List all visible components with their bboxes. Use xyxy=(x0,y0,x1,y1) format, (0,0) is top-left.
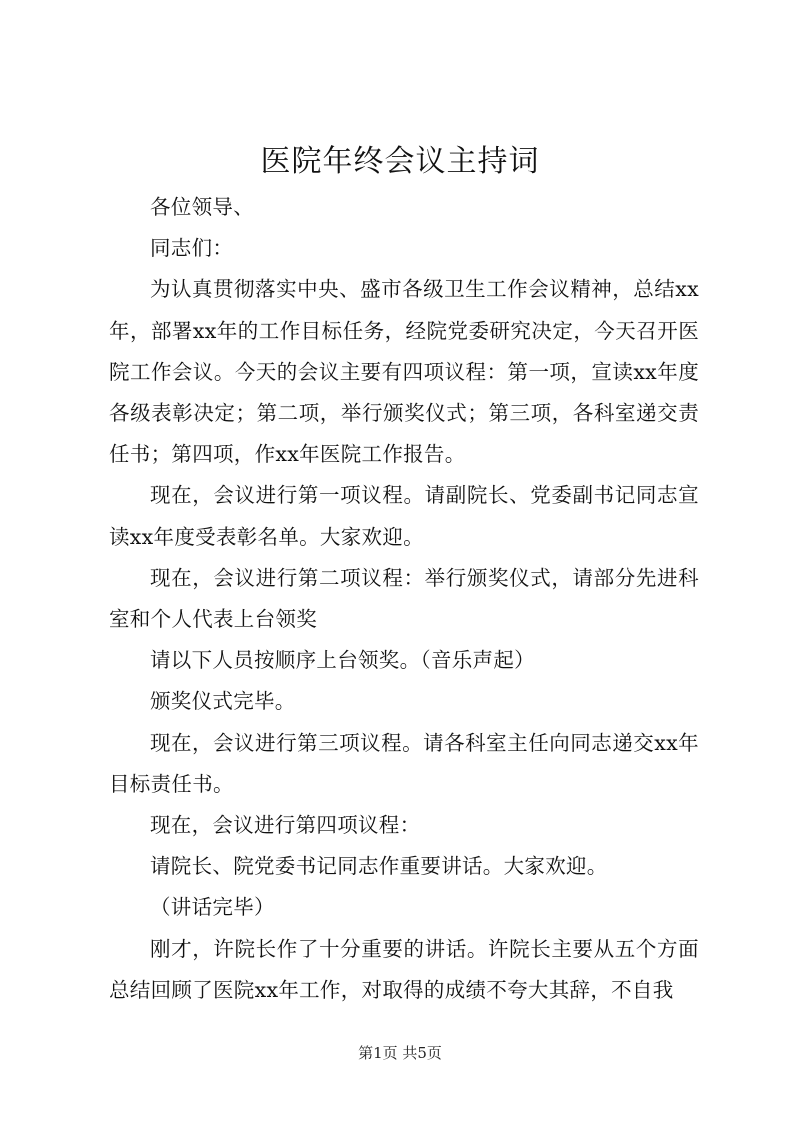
paragraph-award-complete: 颁奖仪式完毕。 xyxy=(150,689,296,714)
paragraph-agenda-four: 现在，会议进行第四项议程： xyxy=(150,813,421,838)
paragraph-greeting-leaders: 各位领导、 xyxy=(150,195,254,219)
document-body xyxy=(109,187,699,1011)
page-footer xyxy=(0,1043,800,1063)
paragraph-agenda-one: 现在，会议进行第一项议程。请副院长、党委副书记同志宣读xx年度受表彰名单。大家欢迎。 xyxy=(109,483,699,549)
paragraph-agenda-two: 现在，会议进行第二项议程：举行颁奖仪式，请部分先进科室和个人代表上台领奖 xyxy=(109,565,699,632)
paragraph-agenda-three: 现在，会议进行第三项议程。请各科室主任向同志递交xx年目标责任书。 xyxy=(109,730,699,796)
page-number: 第1页 共5页 xyxy=(358,1044,442,1062)
paragraph-president-speech: 请院长、院党委书记同志作重要讲话。大家欢迎。 xyxy=(150,854,608,879)
paragraph-speech-summary: 刚才，许院长作了十分重要的讲话。许院长主要从五个方面总结回顾了医院xx年工作，对取得的成绩不夸大其辞，不自我 xyxy=(109,936,699,1002)
document-title: 医院年终会议主持词 xyxy=(260,144,540,179)
paragraph-award-order: 请以下人员按顺序上台领奖。（音乐声起） xyxy=(150,648,535,673)
paragraph-speech-complete: （讲话完毕） xyxy=(150,895,275,920)
paragraph-introduction: 为认真贯彻落实中央、盛市各级卫生工作会议精神，总结xx年，部署xx年的工作目标任务，经院党委研究决定，今天召开医院工作会议。今天的会议主要有四项议程：第一项，宣读xx年度各级表彰决定；第二项，举行颁奖仪式；第三项，各科室递交责任书；第四项，作xx年医院工作报告。 xyxy=(109,277,699,467)
paragraph-greeting-comrades: 同志们： xyxy=(150,236,234,261)
